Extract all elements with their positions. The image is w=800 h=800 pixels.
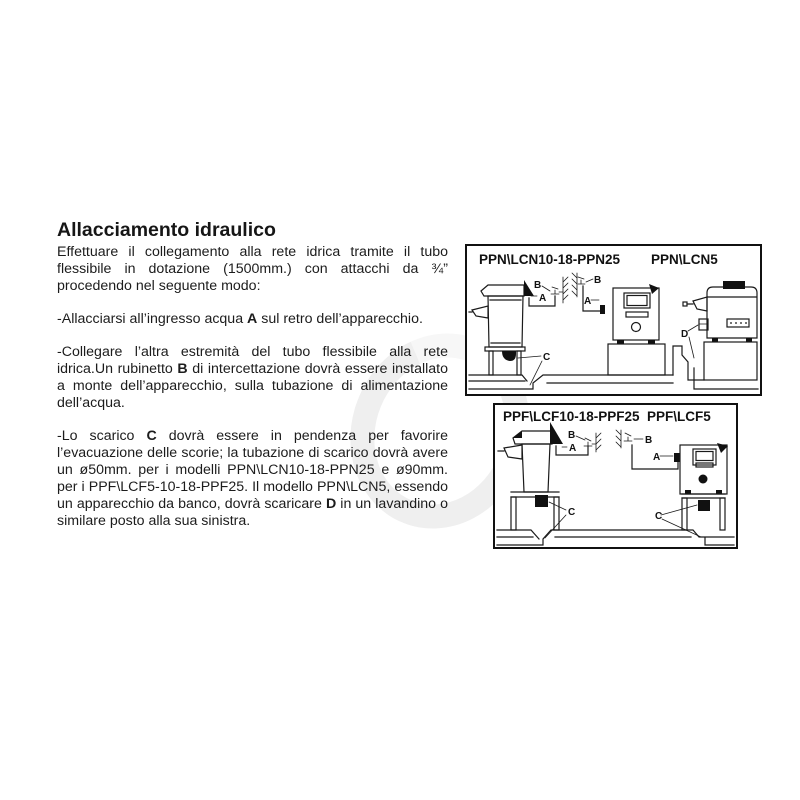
step-b-text-end: di intercettazione dovrà essere installato a monte dell’apparecchio, sulla tubazione di alimentazione dell’acqua. <box>57 361 449 412</box>
label-b: B <box>645 435 653 446</box>
inlet-connector-a <box>600 305 605 314</box>
counter <box>704 342 757 380</box>
machine-front-view-bottom <box>616 430 728 537</box>
wall-hatch <box>596 433 601 452</box>
paragraph-intro-text: Effettuare il collegamento alla rete idrica tramite il tubo flessibile in dotazione (1500mm.) con attacchi da ¾” procedendo nel seguente modo: <box>57 244 448 295</box>
label-a: A <box>653 452 661 463</box>
label-b: B <box>594 275 602 286</box>
diagram-bottom-drawing <box>495 405 736 547</box>
floor-line <box>497 530 734 545</box>
outlet-slot <box>626 312 648 317</box>
step-c-key: C <box>146 428 157 445</box>
floor-line <box>469 375 673 389</box>
drain-outlet-c <box>698 500 710 511</box>
step-b-key: B <box>177 361 188 378</box>
machine-side-view-top <box>469 277 568 385</box>
stand-top <box>682 494 725 498</box>
label-c: C <box>655 511 663 522</box>
diagram-bottom-box <box>493 403 738 549</box>
paragraph-intro <box>57 244 448 295</box>
tap-icon <box>551 287 563 294</box>
sink-drain <box>673 346 758 389</box>
machine-countertop-view-top <box>673 281 758 389</box>
diagram-top-drawing <box>467 246 760 394</box>
diagram-bottom-title-left: PPF\LCF10-18-PPF25 <box>503 409 640 424</box>
article-text-column <box>57 220 448 544</box>
machine-handle <box>469 306 488 318</box>
machine-handle <box>687 297 707 311</box>
tap-icon <box>578 277 585 284</box>
label-c: C <box>568 507 576 518</box>
step-a-text-end: sul retro dell’apparecchio. <box>257 311 423 328</box>
knob <box>632 323 641 332</box>
water-inlet-wedge <box>550 422 563 444</box>
water-inlet-wedge <box>524 280 534 296</box>
label-a: A <box>569 443 577 454</box>
drain-pipe-c <box>502 351 516 361</box>
step-a-key: A <box>247 311 258 328</box>
plinth <box>608 344 665 375</box>
step-c-text: -Lo scarico <box>57 428 147 445</box>
label-d: D <box>681 329 689 340</box>
machine-front-view-top <box>572 273 665 375</box>
step-c-text-end: in un lavandino o similare posto alla sua sinistra. <box>57 496 448 530</box>
knob <box>699 475 708 484</box>
step-c-text-mid: dovrà essere in pendenza per favorire l’evacuazione delle scorie; la tubazione di scarico dovrà avere un ø50mm. per i modelli PPN\LCN10-18-PPN25 e ø90mm. per i PPF\LCF5-10-18-PPF25. Il modello PPN\LCN5, essendo un apparecchio da banco, dovrà scaricare <box>57 428 449 513</box>
label-b: B <box>568 430 576 441</box>
wall-hatch <box>563 277 568 303</box>
wall-hatch <box>572 273 577 297</box>
lid-handle <box>723 281 745 289</box>
label-a: A <box>539 293 547 304</box>
wall-hatch <box>616 430 621 448</box>
drain-outlet-c <box>535 495 548 507</box>
step-d-key: D <box>325 496 337 513</box>
label-c: C <box>543 352 551 363</box>
inlet-connector-a <box>674 453 680 462</box>
paragraph-step-c <box>57 428 448 530</box>
label-a: A <box>584 296 592 307</box>
diagram-top-box <box>465 244 762 396</box>
step-b-text: -Collegare l’altra estremità del tubo flessibile alla rete idrica.Un rubinetto <box>57 344 448 378</box>
diagram-top-title-left: PPN\LCN10-18-PPN25 <box>479 252 621 267</box>
tap-icon <box>584 438 596 446</box>
machine-handle <box>498 445 522 459</box>
machine-side-view-bottom <box>498 422 601 538</box>
paragraph-step-a <box>57 311 448 328</box>
step-a-text: -Allacciarsi all’ingresso acqua <box>57 311 248 328</box>
label-b: B <box>534 280 542 291</box>
page-title: Allacciamento idraulico <box>57 219 276 241</box>
paragraph-step-b <box>57 344 448 412</box>
diagram-bottom-title-right: PPF\LCF5 <box>647 409 711 424</box>
tap-icon <box>624 433 632 441</box>
diagram-top-title-right: PPN\LCN5 <box>651 252 718 267</box>
